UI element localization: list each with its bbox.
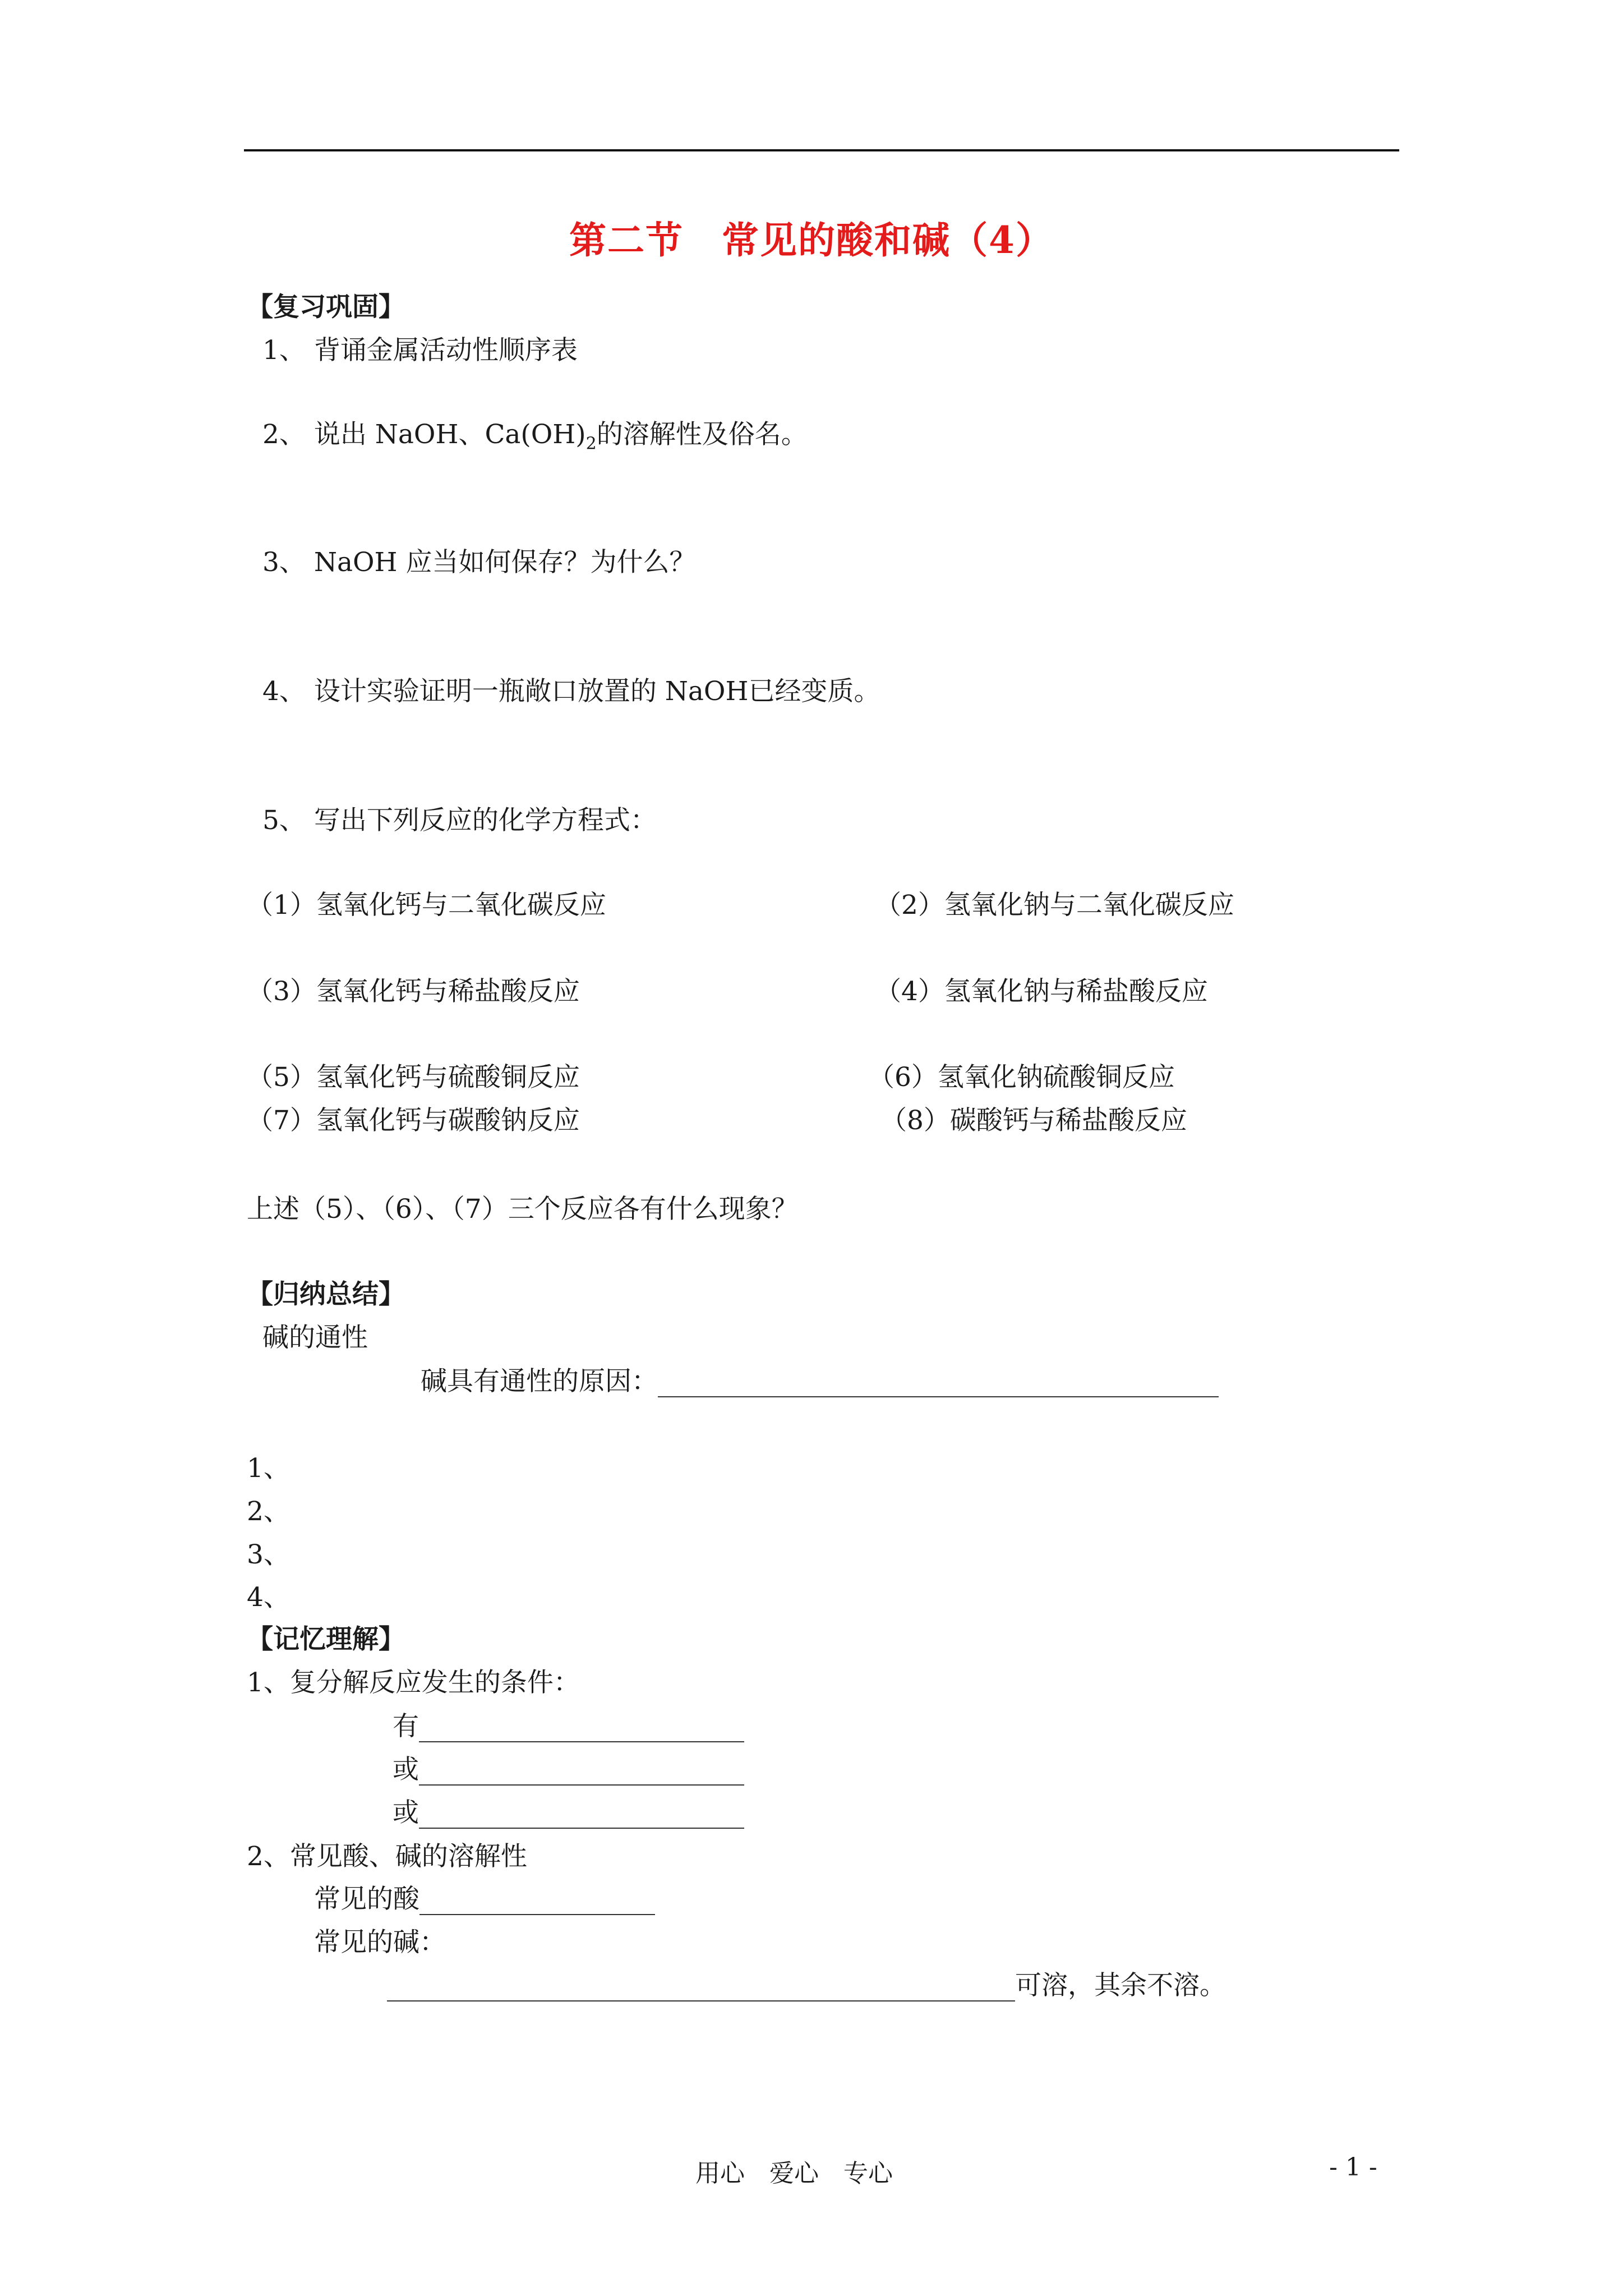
condition-2: 或: [393, 1754, 744, 1786]
question-2: 2、 说出 NaOH、$Ca(OH)_2$的溶解性及俗名。: [262, 419, 808, 454]
condition-1-blank[interactable]: [419, 1715, 744, 1742]
phenomena-question: 上述（5）、（6）、（7）三个反应各有什么现象？: [247, 1194, 798, 1225]
reaction-3: （3）氢氧化钙与稀盐酸反应: [247, 976, 580, 1007]
summary-item-3: 3、: [247, 1539, 290, 1570]
page-number: - 1 -: [1329, 2153, 1377, 2182]
memory-heading: 【记忆理解】: [247, 1624, 405, 1655]
reason-blank[interactable]: [658, 1370, 1219, 1397]
reaction-6: （6）氢氧化钠硫酸铜反应: [868, 1062, 1175, 1093]
soluble-bases-line: 可溶，其余不溶。: [387, 1970, 1226, 2001]
condition-question: 1、复分解反应发生的条件：: [247, 1667, 580, 1698]
summary-heading: 【归纳总结】: [247, 1279, 405, 1310]
reaction-2: （2）氢氧化钠与二氧化碳反应: [875, 890, 1234, 921]
reaction-8: （8）碳酸钙与稀盐酸反应: [880, 1105, 1187, 1136]
acids-blank[interactable]: [419, 1888, 655, 1915]
footer-motto: 用心 爱心 专心: [695, 2159, 893, 2188]
reaction-4: （4）氢氧化钠与稀盐酸反应: [875, 976, 1208, 1007]
page-title: 第二节 常见的酸和碱（4）: [569, 218, 1054, 262]
review-heading: 【复习巩固】: [247, 292, 405, 323]
common-bases: 常见的碱：: [314, 1927, 446, 1958]
base-reason-line: 碱具有通性的原因：: [421, 1366, 1219, 1397]
summary-item-2: 2、: [247, 1496, 290, 1527]
reaction-5: （5）氢氧化钙与硫酸铜反应: [247, 1062, 580, 1093]
solubility-question: 2、常见酸、碱的溶解性: [247, 1841, 527, 1872]
header-rule: [244, 149, 1399, 151]
summary-item-4: 4、: [247, 1582, 290, 1613]
condition-3: 或: [393, 1797, 744, 1829]
base-properties-subheading: 碱的通性: [262, 1322, 368, 1353]
bases-blank[interactable]: [387, 1975, 1015, 2001]
question-3: 3、 NaOH 应当如何保存？为什么？: [262, 547, 696, 578]
condition-2-blank[interactable]: [419, 1759, 744, 1786]
reaction-1: （1）氢氧化钙与二氧化碳反应: [247, 890, 606, 921]
condition-3-blank[interactable]: [419, 1802, 744, 1829]
summary-item-1: 1、: [247, 1453, 290, 1484]
question-4: 4、 设计实验证明一瓶敞口放置的 NaOH已经变质。: [262, 676, 880, 707]
reaction-7: （7）氢氧化钙与碳酸钠反应: [247, 1105, 580, 1136]
common-acids: 常见的酸: [314, 1884, 655, 1915]
condition-1: 有: [393, 1711, 744, 1742]
question-1: 1、 背诵金属活动性顺序表: [262, 335, 578, 366]
question-5: 5、 写出下列反应的化学方程式：: [262, 805, 657, 836]
